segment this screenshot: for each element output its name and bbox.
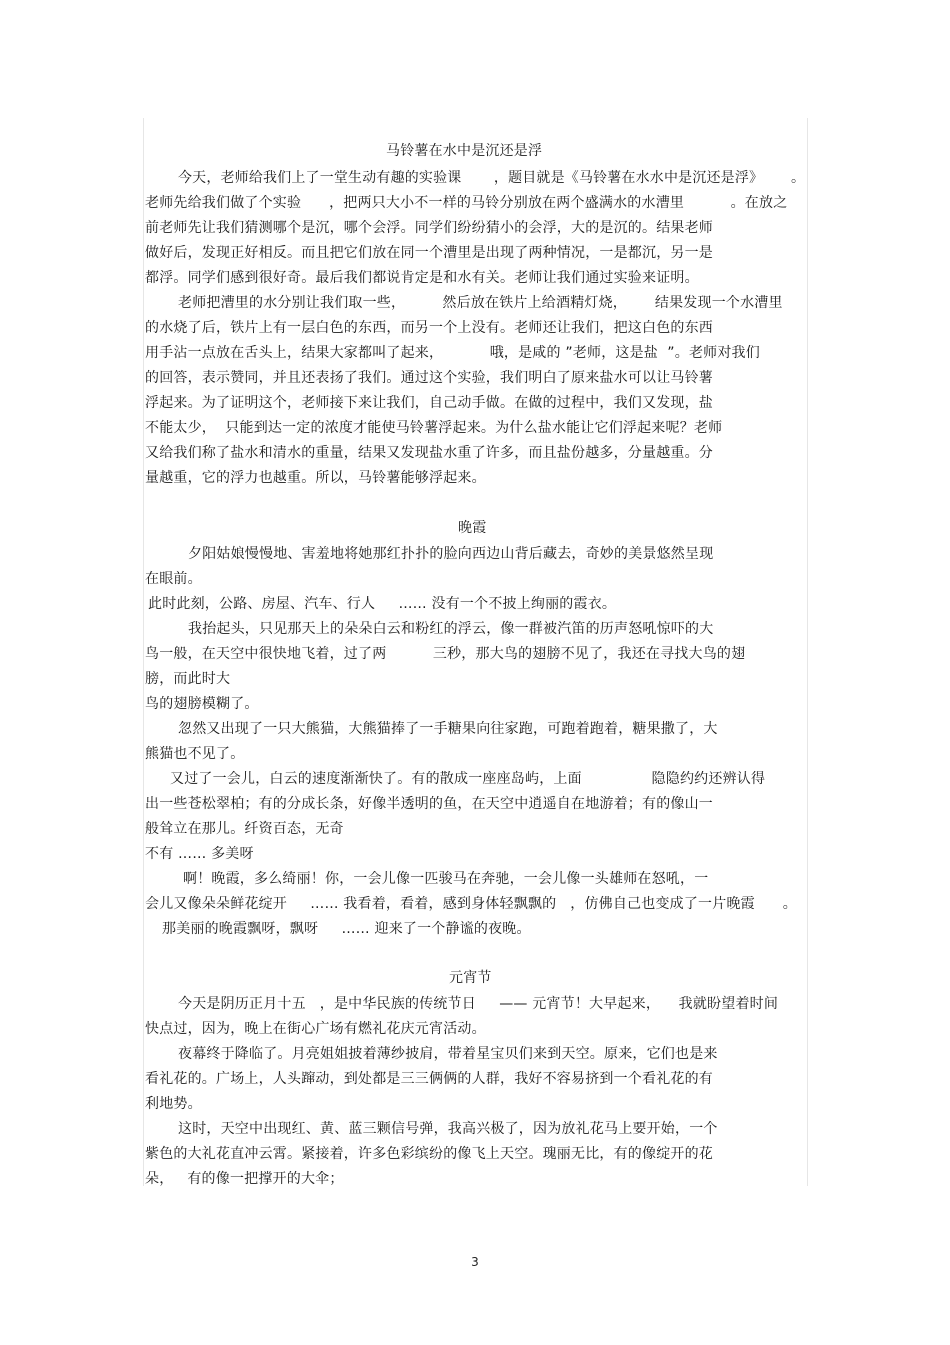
paragraph-line: 那美丽的晚霞飘呀，飘呀 …… 迎来了一个静谧的夜晚。 (162, 921, 531, 937)
paragraph-line: 会儿又像朵朵鲜花绽开 …… 我看着，看着，感到身体轻飘飘的 ，仿佛自己也变成了一片晚霞 。 (145, 896, 797, 912)
paragraph-line: 我抬起头，只见那天上的朵朵白云和粉红的浮云，像一群被汽笛的历声怒吼惊吓的大 (188, 621, 714, 637)
paragraph-line: 不能太少， 只能到达一定的浓度才能使马铃薯浮起来。为什么盐水能让它们浮起来呢？老师 (145, 420, 723, 436)
paragraph-line: 用手沾一点放在舌头上，结果大家都叫了起来， 哦，是咸的 ”老师，这是盐 ”。老师对我们 (145, 345, 760, 361)
paragraph-line: 在眼前。 (145, 571, 202, 587)
paragraph-line: 的回答，表示赞同，并且还表扬了我们。通过这个实验，我们明白了原来盐水可以让马铃薯 (145, 370, 713, 386)
paragraph-line: 般耸立在那儿。纤资百态，无奇 (145, 821, 344, 837)
paragraph-line: 出一些苍松翠柏；有的分成长条，好像半透明的鱼，在天空中逍遥自在地游着；有的像山一 (145, 796, 713, 812)
paragraph-line: 都浮。同学们感到很好奇。最后我们都说肯定是和水有关。老师让我们通过实验来证明。 (145, 270, 699, 286)
paragraph-line: 浮起来。为了证明这个，老师接下来让我们，自己动手做。在做的过程中，我们又发现，盐 (145, 395, 713, 411)
paragraph-line: 老师把漕里的水分别让我们取一些， 然后放在铁片上给酒精灯烧， 结果发现一个水漕里 (178, 295, 783, 311)
right-margin-line (807, 118, 808, 1186)
paragraph-line: 紫色的大礼花直冲云霄。紧接着，许多色彩缤纷的像飞上天空。瑰丽无比，有的像绽开的花 (145, 1146, 713, 1162)
paragraph-line: 看礼花的。广场上，人头蹿动，到处都是三三俩俩的人群，我好不容易挤到一个看礼花的有 (145, 1071, 713, 1087)
paragraph-line: 今天，老师给我们上了一堂生动有趣的实验课 ，题目就是《马铃薯在水水中是沉还是浮》 。 (178, 170, 806, 186)
paragraph-line: 老师先给我们做了个实验 ，把两只大小不一样的马铃分别放在两个盛满水的水漕里 。在放之 (145, 195, 788, 211)
left-margin-line (143, 118, 144, 1186)
paragraph-line: 忽然又出现了一只大熊猫，大熊猫捧了一手糖果向往家跑，可跑着跑着，糖果撒了，大 (178, 721, 718, 737)
paragraph-line: 利地势。 (145, 1096, 202, 1112)
section-title: 元宵节 (449, 970, 492, 986)
paragraph-line: 的水烧了后，铁片上有一层白色的东西，而另一个上没有。老师还让我们，把这白色的东西 (145, 320, 713, 336)
paragraph-line: 朵， 有的像一把撑开的大伞； (145, 1171, 344, 1187)
page-number: 3 (471, 1255, 479, 1269)
paragraph-line: 这时，天空中出现红、黄、蓝三颗信号弹，我高兴极了，因为放礼花马上要开始，一个 (178, 1121, 718, 1137)
paragraph-line: 此时此刻，公路、房屋、汽车、行人 …… 没有一个不披上绚丽的霞衣。 (148, 596, 617, 612)
paragraph-line: 鸟一般，在天空中很快地飞着，过了两 三秒，那大鸟的翅膀不见了，我还在寻找大鸟的翅 (145, 646, 746, 662)
paragraph-line: 熊猫也不见了。 (145, 746, 245, 762)
paragraph-line: 不有 …… 多美呀 (145, 846, 254, 862)
paragraph-line: 量越重，它的浮力也越重。所以，马铃薯能够浮起来。 (145, 470, 486, 486)
paragraph-line: 做好后，发现正好相反。而且把它们放在同一个漕里是出现了两种情况，一是都沉，另一是 (145, 245, 713, 261)
paragraph-line: 又过了一会儿，白云的速度渐渐快了。有的散成一座座岛屿，上面 隐隐约约还辨认得 (170, 771, 766, 787)
paragraph-line: 夕阳姑娘慢慢地、害羞地将她那红扑扑的脸向西边山背后藏去，奇妙的美景悠然呈现 (188, 546, 714, 562)
paragraph-line: 快点过，因为，晚上在街心广场有燃礼花庆元宵活动。 (145, 1021, 486, 1037)
section-title: 晚霞 (458, 520, 487, 536)
paragraph-line: 夜幕终于降临了。月亮姐姐披着薄纱披肩，带着星宝贝们来到天空。原来，它们也是来 (178, 1046, 718, 1062)
paragraph-line: 又给我们称了盐水和清水的重量，结果又发现盐水重了许多，而且盐份越多，分量越重。分 (145, 445, 713, 461)
paragraph-line: 今天是阴历正月十五 ，是中华民族的传统节日 —— 元宵节！大早起来， 我就盼望着时间 (178, 996, 779, 1012)
paragraph-line: 膀，而此时大 (145, 671, 231, 687)
paragraph-line: 啊！晚霞，多么绮丽！你，一会儿像一匹骏马在奔驰，一会儿像一头雄师在怒吼，一 (183, 871, 709, 887)
section-title: 马铃薯在水中是沉还是浮 (386, 143, 543, 159)
paragraph-line: 鸟的翅膀模糊了。 (145, 696, 259, 712)
paragraph-line: 前老师先让我们猜测哪个是沉，哪个会浮。同学们纷纷猜小的会浮，大的是沉的。结果老师 (145, 220, 713, 236)
